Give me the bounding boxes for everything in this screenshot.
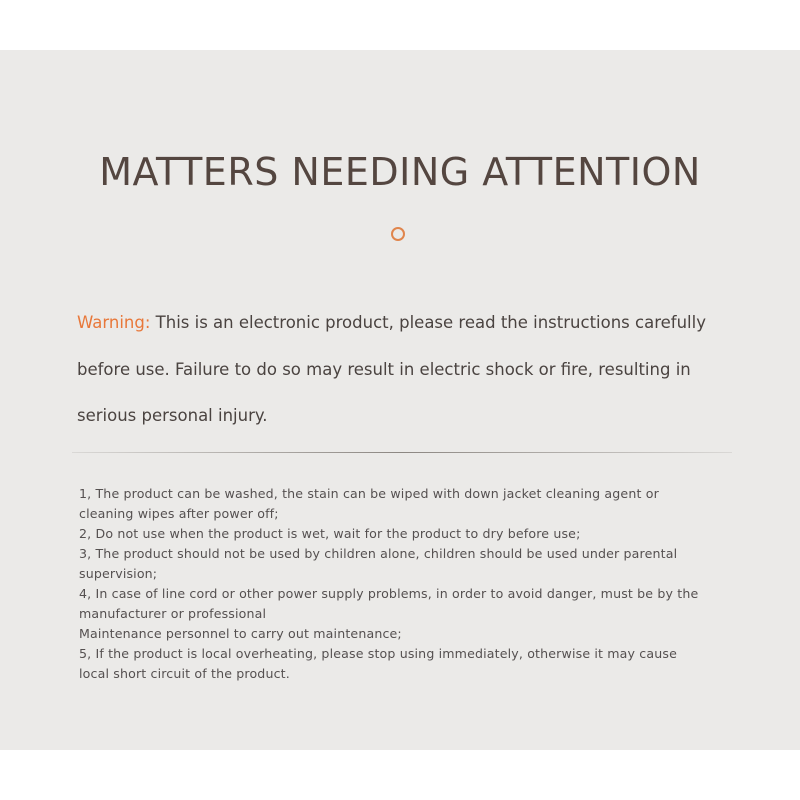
circle-ring-icon [391, 227, 405, 241]
note-line: manufacturer or professional [79, 606, 267, 621]
warning-text-line-3: serious personal injury. [77, 406, 268, 425]
note-line: 1, The product can be washed, the stain can be wiped with down jacket cleaning agent or [79, 486, 659, 501]
note-line: Maintenance personnel to carry out maintenance; [79, 626, 402, 641]
page-title: MATTERS NEEDING ATTENTION [99, 150, 701, 194]
note-line: supervision; [79, 566, 158, 581]
notes-list [79, 484, 719, 684]
note-line: local short circuit of the product. [79, 666, 290, 681]
warning-text-line-1: This is an electronic product, please read the instructions carefully [150, 313, 706, 332]
warning-text-line-2: before use. Failure to do so may result in electric shock or fire, resulting in [77, 359, 691, 379]
warning-paragraph [77, 300, 737, 440]
divider [72, 452, 732, 453]
note-line: 3, The product should not be used by children alone, children should be used under parental [79, 546, 678, 561]
note-line: 4, In case of line cord or other power supply problems, in order to avoid danger, must be by the [79, 586, 699, 601]
note-line: 5, If the product is local overheating, please stop using immediately, otherwise it may cause [79, 646, 677, 661]
note-line: 2, Do not use when the product is wet, wait for the product to dry before use; [79, 526, 581, 541]
note-line: cleaning wipes after power off; [79, 506, 279, 521]
warning-label: Warning: [77, 313, 151, 332]
